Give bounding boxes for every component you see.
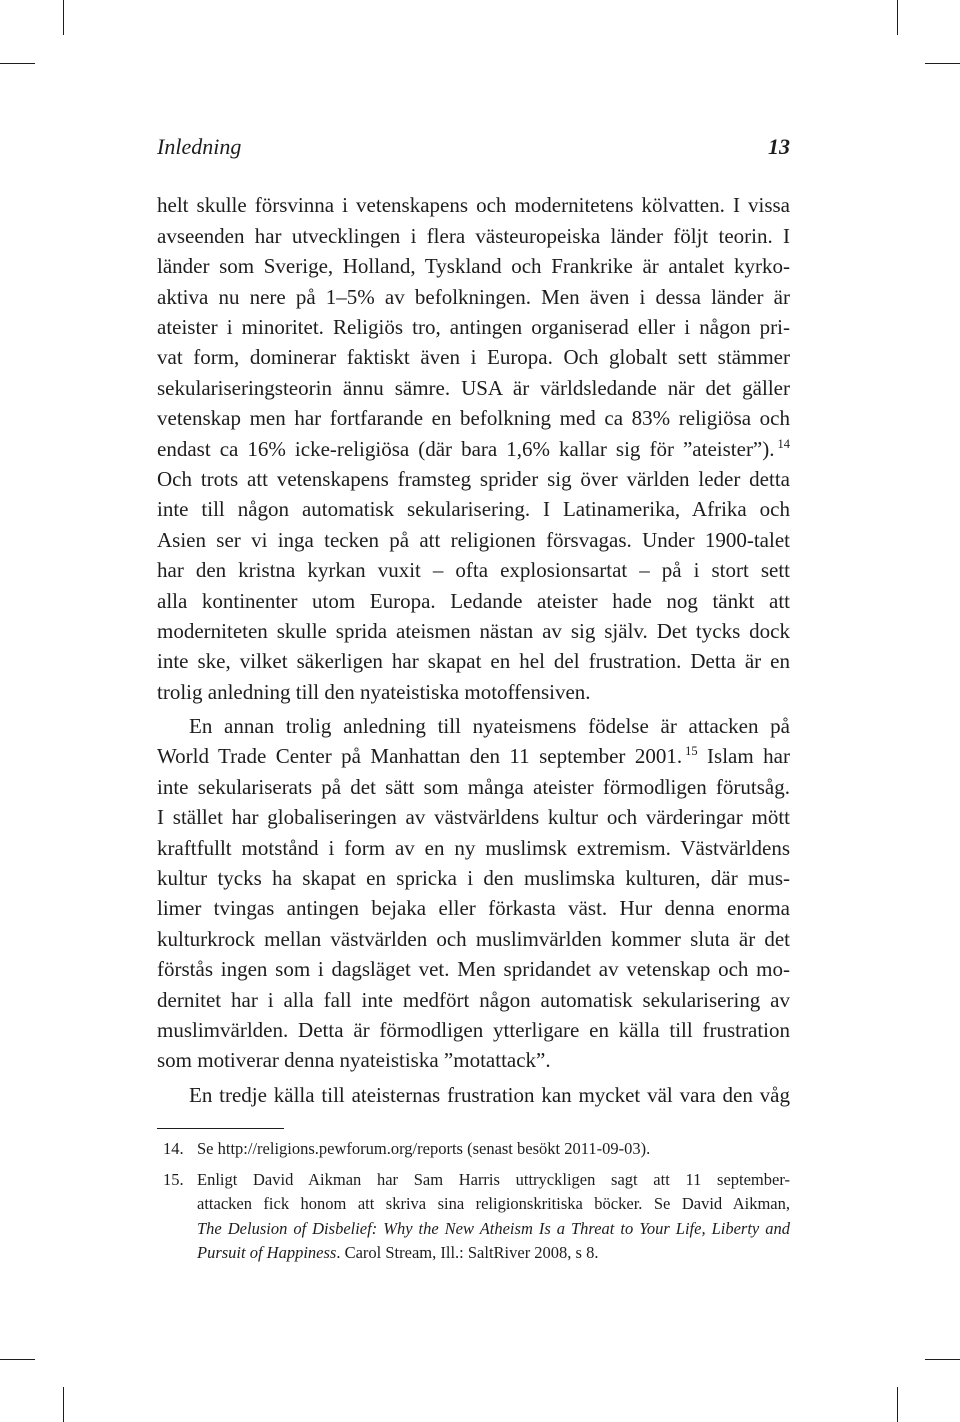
paragraph xyxy=(157,190,790,707)
text-run: vetenskap men har fortfarande en befolkning med ca 83% religiösa och xyxy=(157,406,790,431)
text-line xyxy=(197,1241,790,1265)
text-run: länder som Sverige, Holland, Tyskland och Frankrike är antalet kyrko- xyxy=(157,254,790,279)
body-text xyxy=(157,190,790,1110)
crop-mark xyxy=(925,1359,960,1360)
text-run: inte ske, vilket säkerligen har skapat en hel del frustration. Detta är en xyxy=(157,649,790,674)
text-run: förstås ingen som i dagsläget vet. Men spridandet av vetenskap och mo- xyxy=(157,957,790,982)
text-run: World Trade Center på Manhattan den 11 september 2001. xyxy=(157,744,683,769)
text-run: ateister i minoritet. Religiös tro, antingen organiserad eller i någon pri- xyxy=(157,315,790,340)
text-line xyxy=(157,833,790,863)
text-line xyxy=(197,1217,790,1241)
text-line xyxy=(197,1192,790,1216)
text-line xyxy=(157,282,790,312)
text-line xyxy=(157,555,790,585)
text-line xyxy=(157,741,790,771)
footnote xyxy=(157,1168,790,1266)
text-line xyxy=(157,985,790,1015)
text-run: alla kontinenter utom Europa. Ledande ateister hade nog tänkt att xyxy=(157,588,790,613)
text-line xyxy=(197,1168,790,1192)
footnotes xyxy=(157,1137,790,1266)
italic-title: Pursuit of Happiness xyxy=(197,1243,337,1263)
section-title: Inledning xyxy=(157,134,242,159)
text-run: kultur tycks ha skapat en spricka i den muslimska kulturen, där mus- xyxy=(157,866,790,891)
footnote-reference: 15 xyxy=(685,744,698,759)
crop-mark xyxy=(0,1359,35,1360)
text-line xyxy=(157,772,790,802)
text-line xyxy=(157,251,790,281)
text-run: Asien ser vi inga tecken på att religionen försvagas. Under 1900-talet xyxy=(157,527,790,552)
text-line xyxy=(157,525,790,555)
text-line xyxy=(157,494,790,524)
text-run: endast ca 16% icke-religiösa (där bara 1,6% kallar sig för ”ateister”). xyxy=(157,436,775,461)
text-line xyxy=(157,711,790,741)
text-line xyxy=(157,646,790,676)
text-line xyxy=(157,586,790,616)
text-run: inte sekulariserats på det sätt som många ateister förmodligen förutsåg. xyxy=(157,774,790,799)
page-number: 13 xyxy=(768,134,790,159)
text-run: muslimvärlden. Detta är förmodligen ytterligare en källa till frustration xyxy=(157,1018,790,1043)
text-line xyxy=(157,954,790,984)
text-run: kulturkrock mellan västvärlden och muslimvärlden kommer sluta är det xyxy=(157,926,790,951)
footnote-text xyxy=(197,1168,790,1266)
text-line xyxy=(157,403,790,433)
text-run: vat form, dominerar faktiskt även i Europa. Och globalt sett stämmer xyxy=(157,345,790,370)
footnote-separator xyxy=(157,1128,284,1129)
text-run: moderniteten skulle sprida ateismen nästan av sig själv. Det tycks dock xyxy=(157,619,790,644)
footnote-number: 14. xyxy=(163,1139,184,1158)
text-line xyxy=(157,616,790,646)
text-run: Se http://religions.pewforum.org/reports (senast besökt 2011-09-03). xyxy=(197,1139,651,1158)
text-run: Och trots att vetenskapens framsteg sprider sig över världen leder detta xyxy=(157,467,790,492)
text-run: sekulariseringsteorin ännu sämre. USA är världsledande när det gäller xyxy=(157,375,790,400)
crop-mark xyxy=(925,63,960,64)
crop-mark xyxy=(897,1387,898,1422)
text-run: har den kristna kyrkan vuxit – ofta explosionsartat – på i stort sett xyxy=(157,558,790,583)
text-run: avseenden har utvecklingen i flera västeuropeiska länder följt teorin. I xyxy=(157,223,790,248)
text-line xyxy=(157,190,790,220)
text-run: kraftfullt motstånd i form av en ny muslimsk extremism. Västvärldens xyxy=(157,835,790,860)
text-run: attacken fick honom att skriva sina religionskritiska böcker. Se David Aikman, xyxy=(197,1194,790,1214)
text-line xyxy=(157,434,790,464)
text-line xyxy=(157,924,790,954)
footnote xyxy=(157,1137,790,1161)
text-line xyxy=(157,1080,790,1110)
text-line xyxy=(157,893,790,923)
footnote-number: 15. xyxy=(163,1170,184,1189)
paragraph xyxy=(157,1080,790,1110)
text-run: inte till någon automatisk sekularisering. I Latinamerika, Afrika och xyxy=(157,497,790,522)
text-run: limer tvingas antingen bejaka eller förkasta väst. Hur denna enorma xyxy=(157,896,790,921)
text-run: I stället har globaliseringen av västvärldens kultur och värderingar mött xyxy=(157,805,790,830)
footnote-reference: 14 xyxy=(777,436,790,451)
text-line xyxy=(157,312,790,342)
text-run: Enligt David Aikman har Sam Harris uttryckligen sagt att 11 september- xyxy=(197,1170,790,1189)
text-line xyxy=(157,373,790,403)
text-run: En annan trolig anledning till nyateismens födelse är attacken på xyxy=(189,713,790,738)
text-run: Islam har xyxy=(697,744,790,769)
paragraph xyxy=(157,711,790,1076)
text-run: helt skulle försvinna i vetenskapens och modernitetens kölvatten. I vissa xyxy=(157,193,790,218)
text-line xyxy=(157,221,790,251)
crop-mark xyxy=(63,1387,64,1422)
text-run: . Carol Stream, Ill.: SaltRiver 2008, s 8. xyxy=(336,1243,599,1263)
text-run: trolig anledning till den nyateistiska motoffensiven. xyxy=(157,679,591,704)
crop-mark xyxy=(897,0,898,35)
text-run: aktiva nu nere på 1–5% av befolkningen. Men även i dessa länder är xyxy=(157,284,790,309)
footnote-text xyxy=(197,1137,790,1161)
text-line xyxy=(157,342,790,372)
text-run: dernitet har i alla fall inte medfört någon automatisk sekularisering av xyxy=(157,987,790,1012)
crop-mark xyxy=(63,0,64,35)
text-line xyxy=(157,802,790,832)
text-line xyxy=(157,677,790,707)
running-head xyxy=(157,132,790,162)
text-line xyxy=(157,863,790,893)
text-run: En tredje källa till ateisternas frustration kan mycket väl vara den våg xyxy=(189,1082,790,1107)
text-line xyxy=(157,1015,790,1045)
crop-mark xyxy=(0,63,35,64)
text-line xyxy=(197,1137,790,1161)
text-line xyxy=(157,464,790,494)
text-run: som motiverar denna nyateistiska ”motattack”. xyxy=(157,1048,551,1073)
text-line xyxy=(157,1045,790,1075)
italic-title: The Delusion of Disbelief: Why the New Atheism Is a Threat to Your Life, Liberty and xyxy=(197,1218,790,1238)
